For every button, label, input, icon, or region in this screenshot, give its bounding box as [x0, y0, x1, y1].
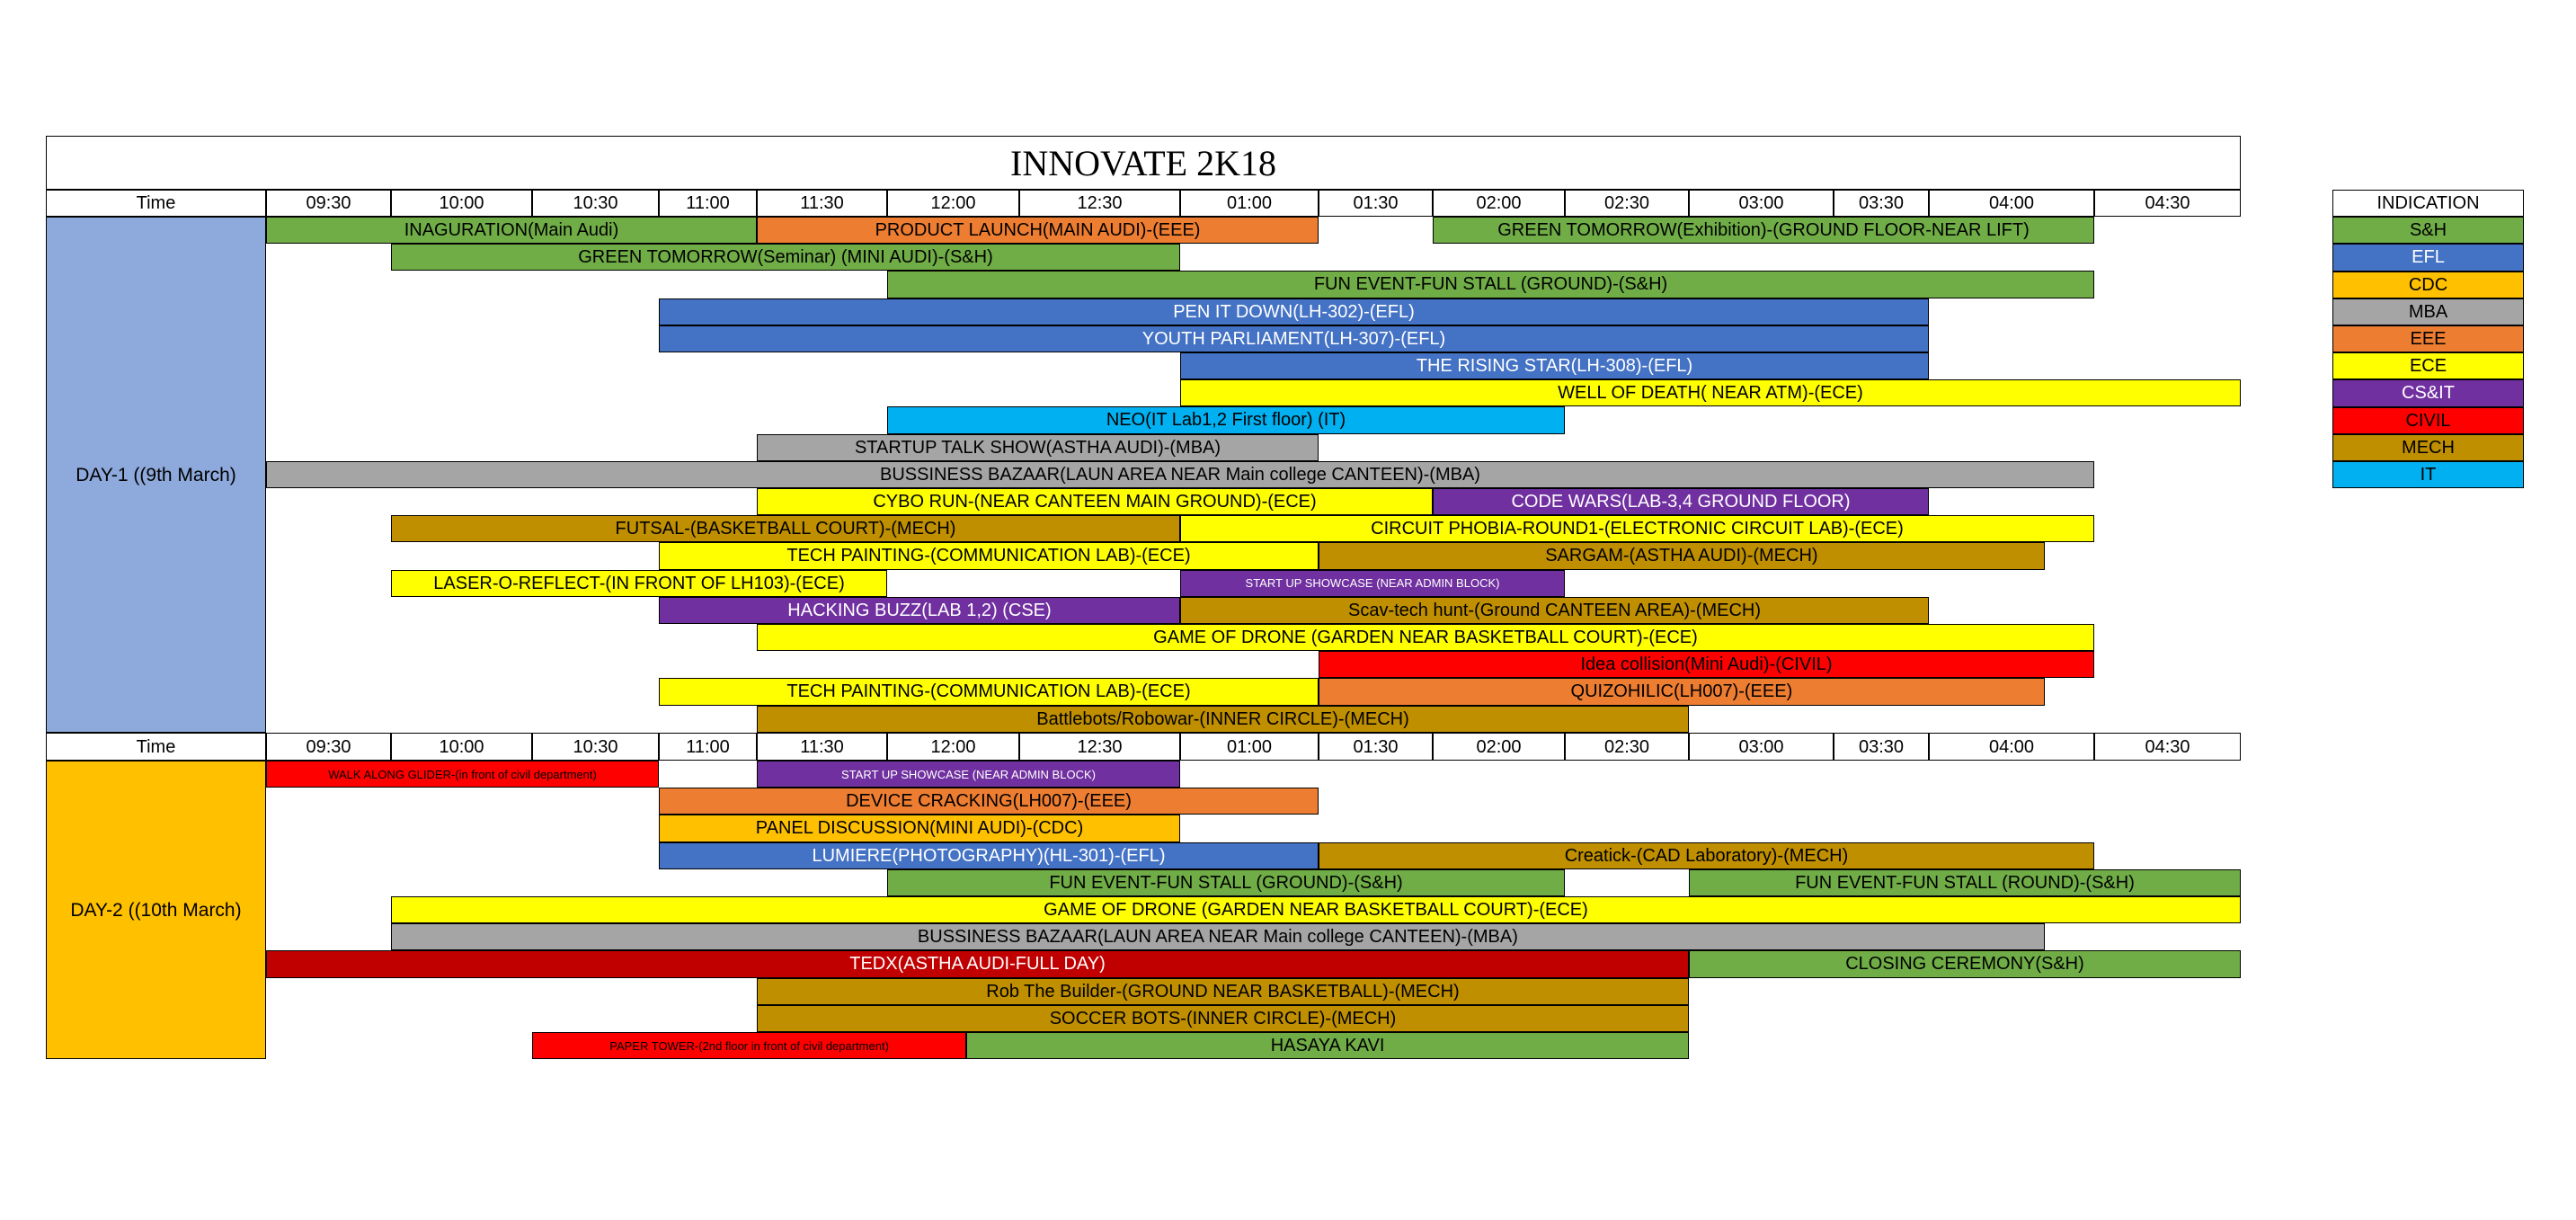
- event-block: GREEN TOMORROW(Seminar) (MINI AUDI)-(S&H): [391, 244, 1180, 271]
- legend-item: CS&IT: [2332, 379, 2524, 406]
- event-block: FUN EVENT-FUN STALL (GROUND)-(S&H): [887, 271, 2094, 298]
- event-block: GAME OF DRONE (GARDEN NEAR BASKETBALL COURT)-(ECE): [757, 624, 2094, 651]
- time-slot-header: 12:30: [1019, 733, 1180, 761]
- event-block: DEVICE CRACKING(LH007)-(EEE): [659, 788, 1319, 815]
- time-slot-header: 04:30: [2094, 733, 2241, 761]
- event-block: PAPER TOWER-(2nd floor in front of civil department): [532, 1032, 966, 1059]
- event-block: QUIZOHILIC(LH007)-(EEE): [1319, 678, 2045, 705]
- event-block: START UP SHOWCASE (NEAR ADMIN BLOCK): [757, 761, 1180, 788]
- event-block: FUN EVENT-FUN STALL (GROUND)-(S&H): [887, 869, 1565, 896]
- day2-label: DAY-2 ((10th March): [46, 761, 266, 1059]
- legend-item: EFL: [2332, 244, 2524, 271]
- event-block: CYBO RUN-(NEAR CANTEEN MAIN GROUND)-(ECE): [757, 488, 1433, 515]
- page-title: INNOVATE 2K18: [46, 136, 2241, 190]
- event-block: TECH PAINTING-(COMMUNICATION LAB)-(ECE): [659, 542, 1319, 569]
- day1-label: DAY-1 ((9th March): [46, 217, 266, 733]
- event-block: YOUTH PARLIAMENT(LH-307)-(EFL): [659, 325, 1929, 352]
- time-slot-header: 11:30: [757, 190, 887, 217]
- time-slot-header: 03:00: [1689, 733, 1834, 761]
- event-block: Creatick-(CAD Laboratory)-(MECH): [1319, 842, 2094, 869]
- event-block: Battlebots/Robowar-(INNER CIRCLE)-(MECH): [757, 706, 1689, 733]
- time-slot-header: 11:00: [659, 733, 757, 761]
- time-slot-header: 03:30: [1834, 733, 1929, 761]
- event-block: HACKING BUZZ(LAB 1,2) (CSE): [659, 597, 1180, 624]
- time-slot-header: 04:30: [2094, 190, 2241, 217]
- event-block: Idea collision(Mini Audi)-(CIVIL): [1319, 651, 2094, 678]
- event-block: CIRCUIT PHOBIA-ROUND1-(ELECTRONIC CIRCUIT LAB)-(ECE): [1180, 515, 2094, 542]
- time-slot-header: 09:30: [266, 733, 391, 761]
- event-block: FUTSAL-(BASKETBALL COURT)-(MECH): [391, 515, 1180, 542]
- time-slot-header: 01:30: [1319, 190, 1433, 217]
- time-slot-header: 10:00: [391, 190, 532, 217]
- time-slot-header: 03:30: [1834, 190, 1929, 217]
- time-slot-header: 12:00: [887, 733, 1019, 761]
- legend-item: CIVIL: [2332, 407, 2524, 434]
- time-slot-header: 12:00: [887, 190, 1019, 217]
- event-block: HASAYA KAVI: [966, 1032, 1689, 1059]
- time-slot-header: 01:00: [1180, 733, 1319, 761]
- time-slot-header: 02:00: [1433, 190, 1565, 217]
- time-slot-header: 02:30: [1565, 190, 1689, 217]
- legend-item: IT: [2332, 461, 2524, 488]
- time-header-label: Time: [46, 733, 266, 761]
- time-slot-header: 10:30: [532, 733, 659, 761]
- legend-item: EEE: [2332, 325, 2524, 352]
- time-header-label: Time: [46, 190, 266, 217]
- event-block: INAGURATION(Main Audi): [266, 217, 757, 244]
- event-block: Scav-tech hunt-(Ground CANTEEN AREA)-(MECH): [1180, 597, 1929, 624]
- time-slot-header: 11:00: [659, 190, 757, 217]
- event-block: GREEN TOMORROW(Exhibition)-(GROUND FLOOR-NEAR LIFT): [1433, 217, 2094, 244]
- event-block: CLOSING CEREMONY(S&H): [1689, 950, 2241, 977]
- event-block: STARTUP TALK SHOW(ASTHA AUDI)-(MBA): [757, 434, 1319, 461]
- event-block: PANEL DISCUSSION(MINI AUDI)-(CDC): [659, 815, 1180, 842]
- time-slot-header: 10:30: [532, 190, 659, 217]
- event-block: NEO(IT Lab1,2 First floor) (IT): [887, 406, 1565, 433]
- legend-item: CDC: [2332, 272, 2524, 298]
- time-slot-header: 02:00: [1433, 733, 1565, 761]
- legend-item: MECH: [2332, 434, 2524, 461]
- legend-item: S&H: [2332, 217, 2524, 244]
- event-block: LASER-O-REFLECT-(IN FRONT OF LH103)-(ECE): [391, 570, 887, 597]
- event-block: BUSSINESS BAZAAR(LAUN AREA NEAR Main college CANTEEN)-(MBA): [391, 923, 2045, 950]
- event-block: START UP SHOWCASE (NEAR ADMIN BLOCK): [1180, 570, 1565, 597]
- time-slot-header: 04:00: [1929, 733, 2094, 761]
- time-slot-header: 12:30: [1019, 190, 1180, 217]
- time-slot-header: 02:30: [1565, 733, 1689, 761]
- time-slot-header: 01:30: [1319, 733, 1433, 761]
- event-block: GAME OF DRONE (GARDEN NEAR BASKETBALL COURT)-(ECE): [391, 896, 2241, 923]
- event-block: TECH PAINTING-(COMMUNICATION LAB)-(ECE): [659, 678, 1319, 705]
- event-block: Rob The Builder-(GROUND NEAR BASKETBALL)-(MECH): [757, 978, 1689, 1005]
- legend-item: MBA: [2332, 298, 2524, 325]
- event-block: PRODUCT LAUNCH(MAIN AUDI)-(EEE): [757, 217, 1319, 244]
- event-block: WALK ALONG GLIDER-(in front of civil department): [266, 761, 659, 788]
- event-block: CODE WARS(LAB-3,4 GROUND FLOOR): [1433, 488, 1929, 515]
- time-slot-header: 11:30: [757, 733, 887, 761]
- event-block: THE RISING STAR(LH-308)-(EFL): [1180, 352, 1929, 379]
- event-block: TEDX(ASTHA AUDI-FULL DAY): [266, 950, 1689, 977]
- time-slot-header: 03:00: [1689, 190, 1834, 217]
- time-slot-header: 04:00: [1929, 190, 2094, 217]
- event-block: LUMIERE(PHOTOGRAPHY)(HL-301)-(EFL): [659, 842, 1319, 869]
- legend-item: ECE: [2332, 352, 2524, 379]
- event-block: BUSSINESS BAZAAR(LAUN AREA NEAR Main college CANTEEN)-(MBA): [266, 461, 2094, 488]
- time-slot-header: 10:00: [391, 733, 532, 761]
- event-block: PEN IT DOWN(LH-302)-(EFL): [659, 298, 1929, 325]
- time-slot-header: 09:30: [266, 190, 391, 217]
- event-block: FUN EVENT-FUN STALL (ROUND)-(S&H): [1689, 869, 2241, 896]
- event-block: WELL OF DEATH( NEAR ATM)-(ECE): [1180, 379, 2241, 406]
- event-block: SOCCER BOTS-(INNER CIRCLE)-(MECH): [757, 1005, 1689, 1032]
- time-slot-header: 01:00: [1180, 190, 1319, 217]
- legend-title: INDICATION: [2332, 190, 2524, 217]
- event-block: SARGAM-(ASTHA AUDI)-(MECH): [1319, 542, 2045, 569]
